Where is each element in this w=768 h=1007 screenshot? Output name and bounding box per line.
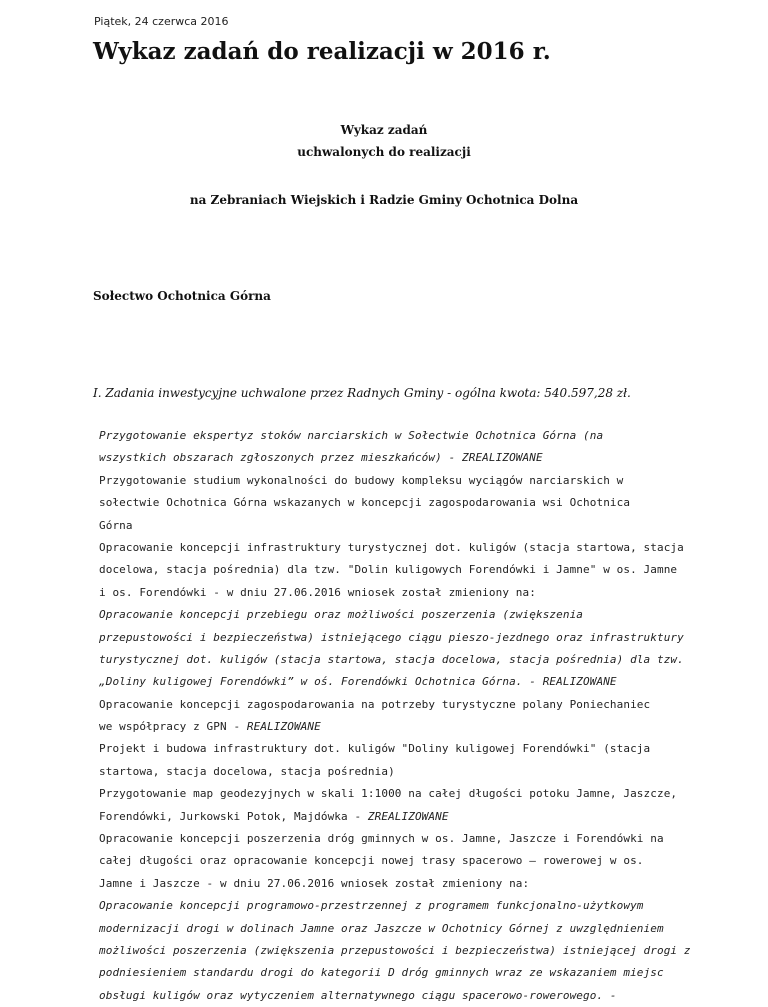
task-line — [99, 806, 681, 828]
task-line — [99, 716, 681, 738]
task-line-text: podniesieniem standardu drogi do kategorii D dróg gminnych wraz ze wskazaniem miejsc — [99, 966, 664, 980]
task-line — [99, 559, 681, 581]
task-line-text: modernizacji drogi w dolinach Jamne oraz Jaszcze w Ochotnicy Górnej z uwzględnieniem — [99, 921, 664, 935]
task-line — [99, 694, 681, 716]
publication-date: Piątek, 24 czerwca 2016 — [94, 15, 229, 28]
task-line — [99, 962, 681, 984]
task-line — [99, 761, 681, 783]
task-line-text: przepustowości i bezpieczeństwa) istniejącego ciągu pieszo-jezdnego oraz infrastruktury — [99, 630, 684, 644]
task-line — [99, 627, 684, 649]
task-line-text: Projekt i budowa infrastruktury dot. kuligów "Doliny kuligowej Forendówki" (stacja — [99, 742, 651, 756]
task-line — [99, 649, 684, 671]
task-line-text: turystycznej dot. kuligów (stacja startowa, stacja docelowa, stacja pośrednia) dla tzw. — [99, 652, 684, 666]
task-line-text: wszystkich obszarach zgłoszonych przez mieszkańców) - ZREALIZOWANE — [99, 451, 543, 465]
section-heading: I. Zadania inwestycyjne uchwalone przez Radnych Gminy - ogólna kwota: 540.597,28 zł. — [93, 386, 631, 400]
task-line — [99, 985, 681, 1007]
task-line-text: obsługi kuligów oraz wytyczeniem alternatywnego ciągu spacerowo-rowerowego. - — [99, 988, 617, 1002]
task-line-text: i os. Forendówki - w dniu 27.06.2016 wniosek został zmieniony na: — [99, 585, 536, 599]
page-title: Wykaz zadań do realizacji w 2016 r. — [93, 38, 551, 65]
task-line — [99, 537, 684, 559]
task-line — [99, 671, 681, 693]
task-line-text: Przygotowanie ekspertyz stoków narciarskich w Sołectwie Ochotnica Górna (na — [99, 429, 604, 442]
task-line-text: sołectwie Ochotnica Górna wskazanych w koncepcji zagospodarowania wsi Ochotnica — [99, 496, 631, 510]
task-line-text: całej długości oraz opracowanie koncepcji nowej trasy spacerowo – rowerowej w os. — [99, 854, 644, 868]
task-line — [99, 873, 681, 895]
task-line-text: możliwości poszerzenia (zwiększenia przepustowości i bezpieczeństwa) istniejącej drogi z — [99, 943, 691, 957]
task-line — [99, 515, 681, 537]
task-line-text: Opracowanie koncepcji programowo-przestrzennej z programem funkcjonalno-użytkowym — [99, 899, 644, 913]
task-line-text: Przygotowanie studium wykonalności do budowy kompleksu wyciągów narciarskich w — [99, 473, 624, 487]
task-line — [99, 582, 681, 604]
task-list — [99, 425, 691, 1007]
task-line-text: Forendówki, Jurkowski Potok, Majdówka - — [99, 809, 368, 823]
subtitle-line-2: uchwalonych do realizacji — [297, 145, 471, 159]
task-line-text: REALIZOWANE — [246, 720, 321, 734]
task-line-text: Jamne i Jaszcze - w dniu 27.06.2016 wniosek został zmieniony na: — [99, 876, 530, 890]
task-line-text: startowa, stacja docelowa, stacja pośrednia) — [99, 764, 395, 778]
task-line-text: Opracowanie koncepcji poszerzenia dróg gminnych w os. Jamne, Jaszcze i Forendówki na — [99, 832, 664, 846]
task-line — [99, 828, 681, 850]
task-line — [99, 604, 681, 626]
task-line-text: Górna — [99, 518, 133, 532]
task-line — [99, 918, 681, 940]
solectwo-heading: Sołectwo Ochotnica Górna — [93, 289, 271, 303]
task-line-text: Przygotowanie map geodezyjnych w skali 1:1000 na całej długości potoku Jamne, Jaszcze, — [99, 787, 678, 801]
task-line-text: docelowa, stacja pośrednia) dla tzw. "Dolin kuligowych Forendówki i Jamne" w os. Jamne — [99, 563, 678, 577]
task-line — [99, 425, 681, 447]
task-line — [99, 447, 681, 469]
task-line — [99, 895, 681, 917]
task-line — [99, 470, 681, 492]
subtitle-line-1: Wykaz zadań — [340, 123, 428, 137]
task-line-text: „Doliny kuligowej Forendówki” w oś. Forendówki Ochotnica Górna. - REALIZOWANE — [99, 675, 617, 689]
task-line-text: Opracowanie koncepcji przebiegu oraz możliwości poszerzenia (zwiększenia — [99, 608, 584, 622]
task-line — [99, 850, 681, 872]
task-line-text: we współpracy z GPN - — [99, 720, 247, 734]
task-line-text: ZREALIZOWANE — [367, 809, 449, 823]
subtitle-line-3: na Zebraniach Wiejskich i Radzie Gminy Ochotnica Dolna — [189, 193, 579, 207]
task-line — [99, 492, 681, 514]
task-line — [99, 940, 691, 962]
task-line — [99, 738, 681, 760]
task-line — [99, 783, 681, 805]
task-line-text: Opracowanie koncepcji infrastruktury turystycznej dot. kuligów (stacja startowa, stacja — [99, 540, 684, 554]
task-line-text: Opracowanie koncepcji zagospodarowania na potrzeby turystyczne polany Poniechaniec — [99, 697, 651, 711]
